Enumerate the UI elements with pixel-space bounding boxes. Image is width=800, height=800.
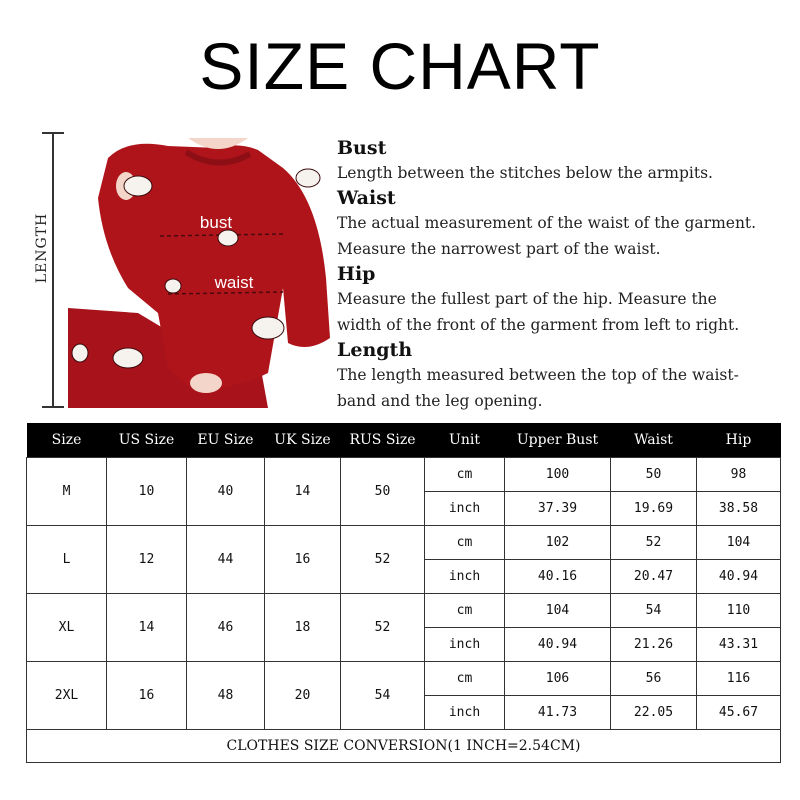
eu-size-cell: 48 (187, 662, 265, 730)
us-size-cell: 12 (107, 526, 187, 594)
unit-cell: cm (425, 526, 505, 560)
size-cell: 2XL (27, 662, 107, 730)
unit-cell: inch (425, 696, 505, 730)
waist-label: waist (214, 273, 254, 292)
eu-size-cell: 40 (187, 458, 265, 526)
bust-cell: 104 (505, 594, 611, 628)
hip-cell: 98 (697, 458, 781, 492)
rus-size-cell: 52 (341, 526, 425, 594)
definition-length: Length The length measured between the top of the waist- band and the leg opening. (337, 339, 739, 410)
waist-cell: 20.47 (611, 560, 697, 594)
unit-cell: inch (425, 560, 505, 594)
uk-size-cell: 18 (265, 594, 341, 662)
waist-cell: 19.69 (611, 492, 697, 526)
hip-cell: 104 (697, 526, 781, 560)
uk-size-cell: 14 (265, 458, 341, 526)
uk-size-cell: 20 (265, 662, 341, 730)
garment-photo (68, 138, 330, 408)
measurement-definitions (337, 136, 787, 414)
bust-cell: 40.94 (505, 628, 611, 662)
us-size-cell: 16 (107, 662, 187, 730)
header-waist: Waist (611, 423, 697, 458)
hip-cell: 38.58 (697, 492, 781, 526)
table-header-row (27, 423, 781, 458)
hip-cell: 43.31 (697, 628, 781, 662)
eu-size-cell: 44 (187, 526, 265, 594)
hip-cell: 45.67 (697, 696, 781, 730)
uk-size-cell: 16 (265, 526, 341, 594)
table-row (27, 458, 781, 492)
waist-cell: 52 (611, 526, 697, 560)
unit-cell: cm (425, 662, 505, 696)
waist-cell: 50 (611, 458, 697, 492)
size-table (26, 423, 781, 763)
waist-cell: 56 (611, 662, 697, 696)
bust-cell: 102 (505, 526, 611, 560)
waist-cell: 21.26 (611, 628, 697, 662)
rus-size-cell: 54 (341, 662, 425, 730)
rus-size-cell: 50 (341, 458, 425, 526)
header-eu-size: EU Size (187, 423, 265, 458)
bust-cell: 37.39 (505, 492, 611, 526)
table-row (27, 526, 781, 560)
rus-size-cell: 52 (341, 594, 425, 662)
us-size-cell: 14 (107, 594, 187, 662)
header-uk-size: UK Size (265, 423, 341, 458)
bust-label: bust (199, 213, 233, 232)
table-row (27, 594, 781, 628)
size-cell: XL (27, 594, 107, 662)
bust-cell: 100 (505, 458, 611, 492)
header-unit: Unit (425, 423, 505, 458)
definition-hip: Hip Measure the fullest part of the hip. Measure the width of the front of the garment from left to right. (337, 263, 740, 334)
waist-cell: 22.05 (611, 696, 697, 730)
bust-cell: 106 (505, 662, 611, 696)
table-footer-row (27, 730, 781, 763)
hip-cell: 40.94 (697, 560, 781, 594)
header-size: Size (27, 423, 107, 458)
unit-cell: inch (425, 628, 505, 662)
header-us-size: US Size (107, 423, 187, 458)
hip-cell: 110 (697, 594, 781, 628)
table-row (27, 662, 781, 696)
eu-size-cell: 46 (187, 594, 265, 662)
us-size-cell: 10 (107, 458, 187, 526)
size-cell: L (27, 526, 107, 594)
definition-bust: Bust Length between the stitches below the armpits. (337, 137, 713, 182)
header-hip: Hip (697, 423, 781, 458)
hip-cell: 116 (697, 662, 781, 696)
bust-cell: 41.73 (505, 696, 611, 730)
page-title: SIZE CHART (199, 29, 601, 103)
unit-cell: cm (425, 458, 505, 492)
conversion-note: CLOTHES SIZE CONVERSION(1 INCH=2.54CM) (27, 730, 781, 763)
header-upper-bust: Upper Bust (505, 423, 611, 458)
waist-cell: 54 (611, 594, 697, 628)
header-rus-size: RUS Size (341, 423, 425, 458)
bust-cell: 40.16 (505, 560, 611, 594)
unit-cell: cm (425, 594, 505, 628)
length-label: LENGTH (34, 212, 50, 284)
size-cell: M (27, 458, 107, 526)
definition-waist: Waist The actual measurement of the waist of the garment. Measure the narrowest part of the waist. (337, 187, 757, 258)
unit-cell: inch (425, 492, 505, 526)
